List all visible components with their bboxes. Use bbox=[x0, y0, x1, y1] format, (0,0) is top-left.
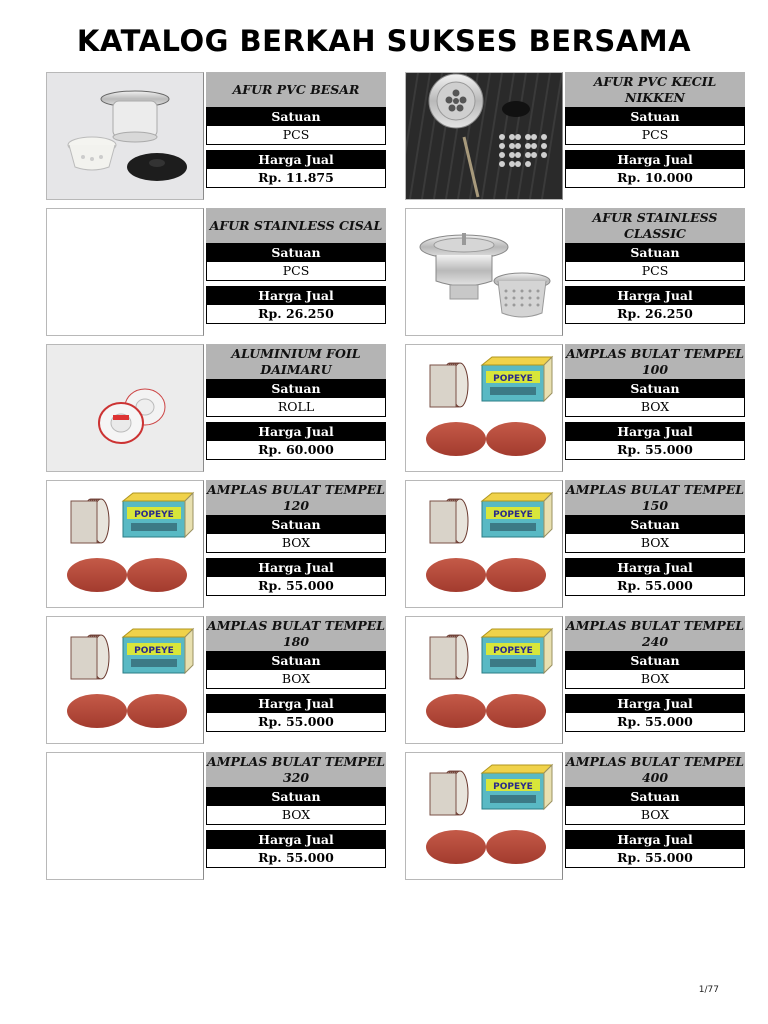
price-header: Harga Jual bbox=[206, 286, 386, 305]
product-image bbox=[46, 344, 204, 472]
price-value: Rp. 55.000 bbox=[206, 849, 386, 868]
product-card[interactable] bbox=[405, 480, 745, 608]
product-card[interactable] bbox=[405, 616, 745, 744]
unit-header: Satuan bbox=[565, 379, 745, 398]
svg-text:POPEYE: POPEYE bbox=[493, 510, 533, 520]
price-header: Harga Jual bbox=[206, 694, 386, 713]
unit-header: Satuan bbox=[565, 515, 745, 534]
product-name: AMPLAS BULAT TEMPEL 180 bbox=[206, 616, 386, 651]
product-card[interactable] bbox=[405, 752, 745, 880]
price-value: Rp. 55.000 bbox=[565, 441, 745, 460]
unit-value: ROLL bbox=[206, 398, 386, 417]
unit-header: Satuan bbox=[565, 107, 745, 126]
svg-text:POPEYE: POPEYE bbox=[134, 510, 174, 520]
price-header: Harga Jual bbox=[565, 422, 745, 441]
product-image bbox=[405, 616, 563, 744]
product-image bbox=[46, 752, 204, 880]
product-card[interactable] bbox=[405, 344, 745, 472]
price-value: Rp. 55.000 bbox=[565, 713, 745, 732]
price-header: Harga Jual bbox=[565, 150, 745, 169]
product-image bbox=[405, 344, 563, 472]
product-name: ALUMINIUM FOIL DAIMARU bbox=[206, 344, 386, 379]
product-card[interactable] bbox=[46, 752, 386, 880]
svg-text:POPEYE: POPEYE bbox=[493, 782, 533, 792]
page-number: 1/77 bbox=[698, 985, 719, 995]
unit-header: Satuan bbox=[206, 515, 386, 534]
price-header: Harga Jual bbox=[206, 558, 386, 577]
price-header: Harga Jual bbox=[206, 830, 386, 849]
price-header: Harga Jual bbox=[565, 694, 745, 713]
price-header: Harga Jual bbox=[565, 558, 745, 577]
unit-value: PCS bbox=[565, 126, 745, 145]
svg-text:POPEYE: POPEYE bbox=[493, 374, 533, 384]
unit-value: BOX bbox=[206, 806, 386, 825]
unit-value: BOX bbox=[565, 398, 745, 417]
price-header: Harga Jual bbox=[206, 422, 386, 441]
product-image bbox=[46, 208, 204, 336]
unit-value: PCS bbox=[565, 262, 745, 281]
unit-value: BOX bbox=[565, 534, 745, 553]
product-image bbox=[405, 480, 563, 608]
unit-value: BOX bbox=[206, 670, 386, 689]
unit-value: BOX bbox=[565, 806, 745, 825]
product-name: AMPLAS BULAT TEMPEL 400 bbox=[565, 752, 745, 787]
product-name: AMPLAS BULAT TEMPEL 150 bbox=[565, 480, 745, 515]
product-card[interactable] bbox=[405, 208, 745, 336]
unit-header: Satuan bbox=[565, 243, 745, 262]
unit-header: Satuan bbox=[206, 243, 386, 262]
product-card[interactable] bbox=[46, 344, 386, 472]
unit-value: BOX bbox=[206, 534, 386, 553]
product-image bbox=[405, 208, 563, 336]
unit-header: Satuan bbox=[206, 651, 386, 670]
product-image bbox=[46, 616, 204, 744]
price-value: Rp. 10.000 bbox=[565, 169, 745, 188]
unit-header: Satuan bbox=[206, 379, 386, 398]
product-image bbox=[405, 752, 563, 880]
svg-text:POPEYE: POPEYE bbox=[134, 646, 174, 656]
unit-value: BOX bbox=[565, 670, 745, 689]
unit-header: Satuan bbox=[206, 787, 386, 806]
price-value: Rp. 55.000 bbox=[565, 849, 745, 868]
unit-header: Satuan bbox=[206, 107, 386, 126]
product-card[interactable] bbox=[46, 72, 386, 200]
product-card[interactable] bbox=[46, 208, 386, 336]
product-name: AMPLAS BULAT TEMPEL 120 bbox=[206, 480, 386, 515]
svg-text:POPEYE: POPEYE bbox=[493, 646, 533, 656]
page-title: KATALOG BERKAH SUKSES BERSAMA bbox=[76, 24, 692, 58]
unit-value: PCS bbox=[206, 126, 386, 145]
product-name: AFUR PVC KECIL NIKKEN bbox=[565, 72, 745, 107]
product-name: AFUR STAINLESS CLASSIC bbox=[565, 208, 745, 243]
price-header: Harga Jual bbox=[565, 830, 745, 849]
price-value: Rp. 55.000 bbox=[565, 577, 745, 596]
unit-header: Satuan bbox=[565, 651, 745, 670]
price-value: Rp. 60.000 bbox=[206, 441, 386, 460]
price-value: Rp. 26.250 bbox=[565, 305, 745, 324]
product-image bbox=[46, 72, 204, 200]
unit-header: Satuan bbox=[565, 787, 745, 806]
price-value: Rp. 11.875 bbox=[206, 169, 386, 188]
product-name: AFUR PVC BESAR bbox=[206, 72, 386, 107]
unit-value: PCS bbox=[206, 262, 386, 281]
product-name: AMPLAS BULAT TEMPEL 240 bbox=[565, 616, 745, 651]
product-name: AFUR STAINLESS CISAL bbox=[206, 208, 386, 243]
price-value: Rp. 26.250 bbox=[206, 305, 386, 324]
product-card[interactable] bbox=[46, 616, 386, 744]
product-image bbox=[46, 480, 204, 608]
product-image bbox=[405, 72, 563, 200]
price-header: Harga Jual bbox=[565, 286, 745, 305]
product-name: AMPLAS BULAT TEMPEL 100 bbox=[565, 344, 745, 379]
product-card[interactable] bbox=[405, 72, 745, 200]
price-value: Rp. 55.000 bbox=[206, 713, 386, 732]
product-name: AMPLAS BULAT TEMPEL 320 bbox=[206, 752, 386, 787]
price-value: Rp. 55.000 bbox=[206, 577, 386, 596]
product-card[interactable] bbox=[46, 480, 386, 608]
price-header: Harga Jual bbox=[206, 150, 386, 169]
